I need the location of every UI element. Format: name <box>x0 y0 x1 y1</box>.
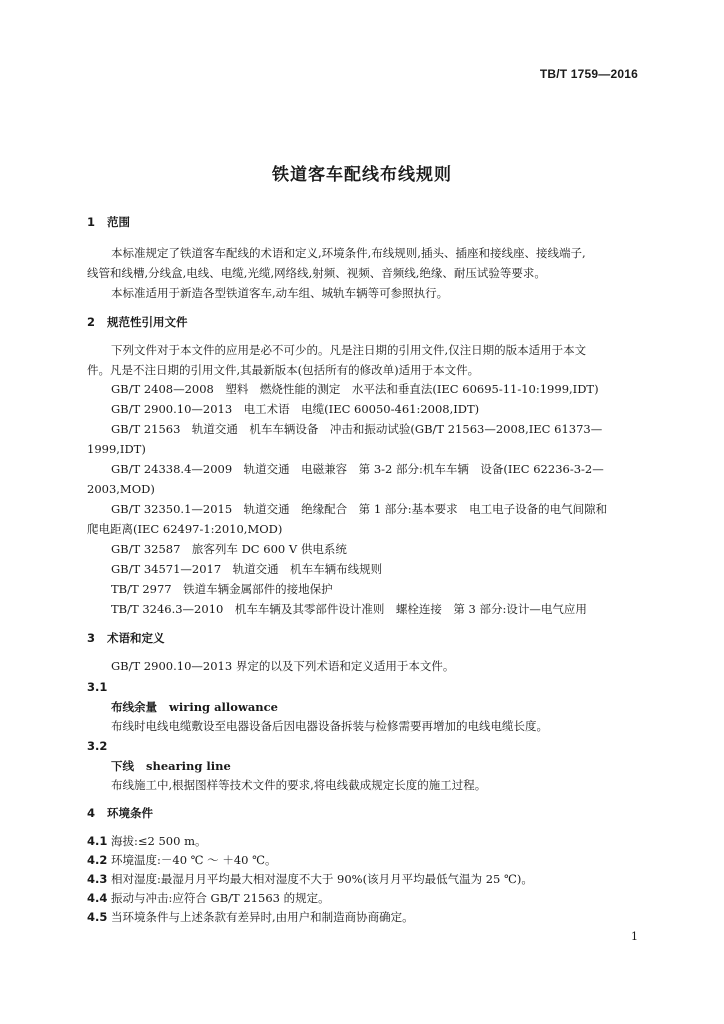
paragraph-line: 本标准适用于新造各型铁道客车,动车组、城轨车辆等可参照执行。 <box>111 286 449 300</box>
clause-number: 4.5 <box>87 910 108 924</box>
clause-text: 海拔:≤2 500 m。 <box>111 834 207 848</box>
section-title: 规范性引用文件 <box>107 315 188 329</box>
section-1-heading <box>87 214 130 230</box>
reference-item-continued: 1999,IDT) <box>87 442 146 456</box>
term-definition: 布线施工中,根据图样等技术文件的要求,将电线截成规定长度的施工过程。 <box>111 778 487 792</box>
reference-item-continued: 2003,MOD) <box>87 482 155 496</box>
clause-text: 相对湿度:最湿月月平均最大相对湿度不大于 90%(该月月平均最低气温为 25 ℃)。 <box>111 872 533 886</box>
reference-item: GB/T 32587 旅客列车 DC 600 V 供电系统 <box>111 542 347 556</box>
document-title: 铁道客车配线布线规则 <box>272 165 452 185</box>
clause-text: 振动与冲击:应符合 GB/T 21563 的规定。 <box>111 891 330 905</box>
term-chinese: 下线 <box>111 759 134 773</box>
reference-item: TB/T 2977 铁道车辆金属部件的接地保护 <box>111 582 333 596</box>
term-heading <box>111 699 278 715</box>
clause-number: 4.3 <box>87 872 108 886</box>
reference-item: GB/T 32350.1—2015 轨道交通 绝缘配合 第 1 部分:基本要求 电工电子设备的电气间隙和 <box>111 502 608 516</box>
term-chinese: 布线余量 <box>111 700 157 714</box>
paragraph-line: GB/T 2900.10—2013 界定的以及下列术语和定义适用于本文件。 <box>111 659 455 673</box>
reference-item: GB/T 21563 轨道交通 机车车辆设备 冲击和振动试验(GB/T 21563—2008,IEC 61373— <box>111 422 603 436</box>
paragraph-line: 线管和线槽,分线盒,电线、电缆,光缆,网络线,射频、视频、音频线,绝缘、耐压试验等要求。 <box>87 266 546 280</box>
clause-text: 环境温度:－40 ℃ ～ ＋40 ℃。 <box>111 853 277 867</box>
term-number: 3.1 <box>87 680 108 694</box>
section-3-heading <box>87 630 165 646</box>
section-title: 环境条件 <box>107 806 153 820</box>
section-title: 范围 <box>107 215 130 229</box>
paragraph-line: 件。凡是不注日期的引用文件,其最新版本(包括所有的修改单)适用于本文件。 <box>87 363 480 377</box>
section-number: 4 <box>87 806 96 820</box>
standard-code: TB/T 1759—2016 <box>539 67 638 81</box>
clause-number: 4.2 <box>87 853 108 867</box>
clause <box>87 871 533 887</box>
term-heading <box>111 758 231 774</box>
clause <box>87 833 207 849</box>
term-english: shearing line <box>146 759 231 773</box>
reference-item: GB/T 2408—2008 塑料 燃烧性能的测定 水平法和垂直法(IEC 60695-11-10:1999,IDT) <box>111 382 599 396</box>
paragraph-line: 下列文件对于本文件的应用是必不可少的。凡是注日期的引用文件,仅注日期的版本适用于本文 <box>111 343 587 357</box>
clause-number: 4.1 <box>87 834 108 848</box>
clause <box>87 852 277 868</box>
term-definition: 布线时电线电缆敷设至电器设备后因电器设备拆装与检修需要再增加的电线电缆长度。 <box>111 719 548 733</box>
clause-text: 当环境条件与上述条款有差异时,由用户和制造商协商确定。 <box>111 910 414 924</box>
clause <box>87 909 414 925</box>
section-number: 3 <box>87 631 96 645</box>
reference-item: GB/T 24338.4—2009 轨道交通 电磁兼容 第 3-2 部分:机车车辆 设备(IEC 62236-3-2— <box>111 462 604 476</box>
section-number: 1 <box>87 215 96 229</box>
reference-item: TB/T 3246.3—2010 机车车辆及其零部件设计准则 螺栓连接 第 3 部分:设计—电气应用 <box>111 602 587 616</box>
section-number: 2 <box>87 315 96 329</box>
clause-number: 4.4 <box>87 891 108 905</box>
reference-item: GB/T 34571—2017 轨道交通 机车车辆布线规则 <box>111 562 383 576</box>
term-english: wiring allowance <box>169 700 278 714</box>
page-number: 1 <box>631 930 638 943</box>
section-title: 术语和定义 <box>107 631 165 645</box>
clause <box>87 890 330 906</box>
reference-item-continued: 爬电距离(IEC 62497-1:2010,MOD) <box>87 522 283 536</box>
section-4-heading <box>87 805 153 821</box>
reference-item: GB/T 2900.10—2013 电工术语 电缆(IEC 60050-461:2008,IDT) <box>111 402 480 416</box>
term-number: 3.2 <box>87 739 108 753</box>
section-2-heading <box>87 314 188 330</box>
paragraph-line: 本标准规定了铁道客车配线的术语和定义,环境条件,布线规则,插头、插座和接线座、接线端子, <box>111 246 586 260</box>
